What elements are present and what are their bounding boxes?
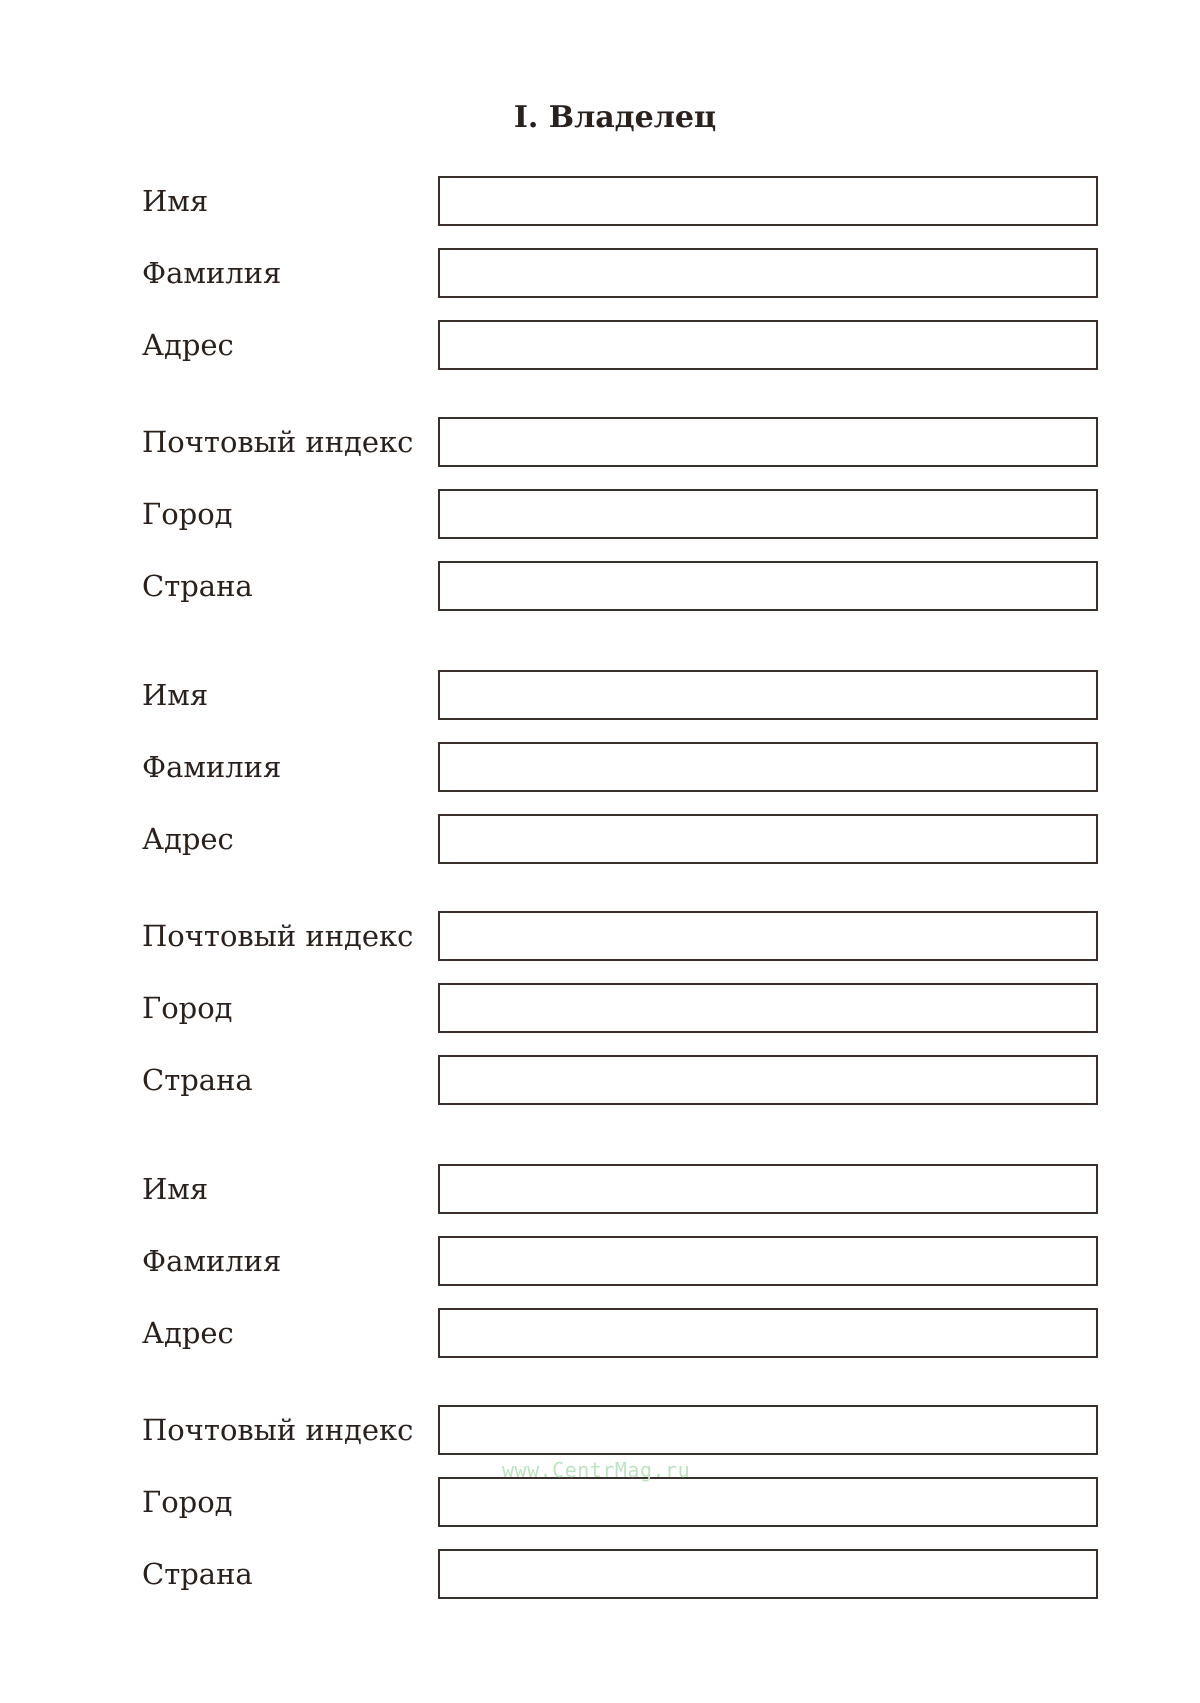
last-name-input[interactable] (438, 742, 1098, 792)
field-label: Адрес (142, 1316, 234, 1350)
form-row-country (0, 1549, 1200, 1599)
form-row-postal-code (0, 911, 1200, 961)
form-row-first-name (0, 670, 1200, 720)
country-input[interactable] (438, 1055, 1098, 1105)
form-row-last-name (0, 742, 1200, 792)
field-label: Фамилия (142, 1244, 282, 1278)
field-label: Имя (142, 678, 209, 712)
last-name-input[interactable] (438, 248, 1098, 298)
address-input[interactable] (438, 1308, 1098, 1358)
last-name-input[interactable] (438, 1236, 1098, 1286)
address-input[interactable] (438, 814, 1098, 864)
first-name-input[interactable] (438, 670, 1098, 720)
postal-code-input[interactable] (438, 1405, 1098, 1455)
watermark: www.CentrMag.ru (502, 1458, 691, 1482)
field-label: Имя (142, 184, 209, 218)
form-row-address (0, 1308, 1200, 1358)
field-label: Адрес (142, 328, 234, 362)
address-input[interactable] (438, 320, 1098, 370)
form-row-city (0, 983, 1200, 1033)
field-label: Имя (142, 1172, 209, 1206)
field-label: Страна (142, 1063, 253, 1097)
field-label: Фамилия (142, 750, 282, 784)
form-row-postal-code (0, 417, 1200, 467)
form-row-address (0, 814, 1200, 864)
country-input[interactable] (438, 1549, 1098, 1599)
form-row-last-name (0, 248, 1200, 298)
field-label: Город (142, 497, 233, 531)
form-row-country (0, 1055, 1200, 1105)
city-input[interactable] (438, 489, 1098, 539)
first-name-input[interactable] (438, 1164, 1098, 1214)
page-title: I. Владелец (513, 100, 717, 135)
city-input[interactable] (438, 1477, 1098, 1527)
form-row-first-name (0, 176, 1200, 226)
field-label: Адрес (142, 822, 234, 856)
postal-code-input[interactable] (438, 911, 1098, 961)
field-label: Почтовый индекс (142, 425, 414, 459)
form-row-first-name (0, 1164, 1200, 1214)
first-name-input[interactable] (438, 176, 1098, 226)
form-row-city (0, 1477, 1200, 1527)
field-label: Почтовый индекс (142, 919, 414, 953)
field-label: Город (142, 991, 233, 1025)
field-label: Почтовый индекс (142, 1413, 414, 1447)
field-label: Страна (142, 1557, 253, 1591)
field-label: Страна (142, 569, 253, 603)
form-row-last-name (0, 1236, 1200, 1286)
form-row-postal-code (0, 1405, 1200, 1455)
field-label: Город (142, 1485, 233, 1519)
postal-code-input[interactable] (438, 417, 1098, 467)
form-row-address (0, 320, 1200, 370)
city-input[interactable] (438, 983, 1098, 1033)
country-input[interactable] (438, 561, 1098, 611)
field-label: Фамилия (142, 256, 282, 290)
form-row-city (0, 489, 1200, 539)
form-row-country (0, 561, 1200, 611)
